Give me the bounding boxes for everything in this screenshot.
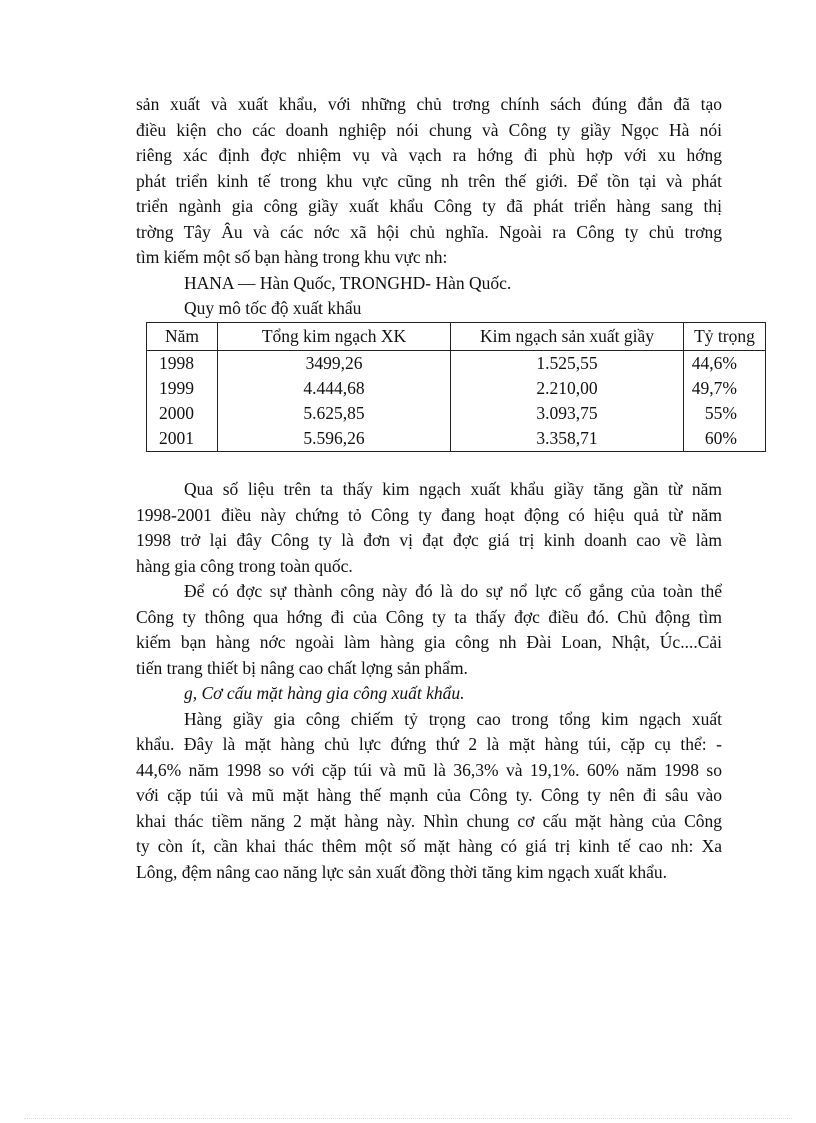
text-line: kiếm bạn hàng nớc ngoài làm hàng gia công nh Đài Loan, Nhật, Úc....Cải bbox=[136, 632, 722, 652]
table-row bbox=[147, 426, 766, 452]
header-year: Năm bbox=[147, 323, 218, 351]
cell-total: 3499,26 bbox=[218, 351, 451, 377]
text-line: 44,6% năm 1998 so với cặp túi và mũ là 36,3% và 19,1%. 60% năm 1998 so bbox=[136, 759, 722, 780]
text-line: triển ngành gia công giầy xuất khẩu Công ty đã phát triển hàng sang thị bbox=[136, 196, 722, 216]
section-heading: g, Cơ cấu mặt hàng gia công xuất khẩu. bbox=[184, 683, 465, 703]
paragraph-structure bbox=[136, 707, 722, 886]
cell-year: 2001 bbox=[147, 426, 218, 452]
text-line: Lông, đệm nâng cao năng lực sản xuất đồng thời tăng kim ngạch xuất khẩu. bbox=[136, 861, 667, 882]
table-row bbox=[147, 351, 766, 377]
cell-year: 1999 bbox=[147, 376, 218, 401]
header-shoe-export: Kim ngạch sản xuất giầy bbox=[451, 323, 684, 351]
cell-total: 5.596,26 bbox=[218, 426, 451, 452]
cell-shoe: 3.358,71 bbox=[451, 426, 684, 452]
text-line: riêng xác định đợc nhiệm vụ và vạch ra hớng đi phù hợp với xu hớng bbox=[136, 145, 722, 165]
text-line: 1998 trở lại đây Công ty là đơn vị đạt đợc giá trị kinh doanh cao về làm bbox=[136, 530, 722, 550]
analysis-section bbox=[136, 477, 722, 885]
cell-share: 60% bbox=[684, 426, 766, 452]
paragraph-growth bbox=[136, 477, 722, 579]
partners-line: HANA — Hàn Quốc, TRONGHD- Hàn Quốc. bbox=[184, 272, 512, 293]
text-line: điều kiện cho các doanh nghiệp nói chung và Công ty giầy Ngọc Hà nói bbox=[136, 119, 722, 140]
cell-year: 1998 bbox=[147, 351, 218, 377]
cell-shoe: 3.093,75 bbox=[451, 401, 684, 426]
table-row bbox=[147, 401, 766, 426]
intro-paragraph bbox=[136, 92, 722, 271]
text-line: 1998-2001 điều này chứng tỏ Công ty đang hoạt động có hiệu quả từ năm bbox=[136, 504, 722, 525]
text-line: phát triển kinh tế trong khu vực cũng nh trên thế giới. Để tồn tại và phát bbox=[136, 170, 722, 191]
header-share: Tỷ trọng bbox=[684, 323, 766, 351]
text-line: khẩu. Đây là mặt hàng chủ lực đứng thứ 2 là mặt hàng túi, cặp cụ thể: - bbox=[136, 734, 722, 754]
cell-share: 49,7% bbox=[684, 376, 766, 401]
cell-share: 44,6% bbox=[684, 351, 766, 377]
cell-total: 5.625,85 bbox=[218, 401, 451, 426]
text-line: với cặp túi và mũ mặt hàng thế mạnh của Công ty. Công ty nên đi sâu vào bbox=[136, 785, 722, 805]
text-line: tìm kiếm một số bạn hàng trong khu vực nh: bbox=[136, 247, 448, 267]
text-line: khai thác tiềm năng 2 mặt hàng này. Nhìn chung cơ cấu mặt hàng của Công bbox=[136, 810, 722, 831]
document-page bbox=[136, 92, 722, 322]
text-line: Hàng giầy gia công chiếm tỷ trọng cao trong tổng kim ngạch xuất bbox=[184, 708, 722, 729]
text-line: tiến trang thiết bị nâng cao chất lợng sản phẩm. bbox=[136, 657, 468, 678]
table-header-row bbox=[147, 323, 766, 351]
text-line: ty còn ít, cần khai thác thêm một số mặt hàng có giá trị kinh tế cao nh: Xa bbox=[136, 836, 722, 856]
cell-total: 4.444,68 bbox=[218, 376, 451, 401]
table-row bbox=[147, 376, 766, 401]
cell-shoe: 1.525,55 bbox=[451, 351, 684, 377]
text-line: trờng Tây Âu và các nớc xã hội chủ nghĩa. Ngoài ra Công ty chủ trơng bbox=[136, 221, 722, 242]
export-table bbox=[146, 322, 766, 452]
text-line: Để có đợc sự thành công này đó là do sự nổ lực cố gắng của toàn thể bbox=[184, 581, 722, 601]
text-line: Qua số liệu trên ta thấy kim ngạch xuất khẩu giầy tăng gần từ năm bbox=[184, 479, 722, 499]
table-caption: Quy mô tốc độ xuất khẩu bbox=[184, 298, 362, 318]
text-line: Công ty thông qua hớng đi của Công ty ta thấy đợc điều đó. Chủ động tìm bbox=[136, 606, 722, 627]
cell-shoe: 2.210,00 bbox=[451, 376, 684, 401]
paragraph-success bbox=[136, 579, 722, 681]
cell-year: 2000 bbox=[147, 401, 218, 426]
cell-share: 55% bbox=[684, 401, 766, 426]
header-total-export: Tổng kim ngạch XK bbox=[218, 323, 451, 351]
text-line: sản xuất và xuất khẩu, với những chủ trơng chính sách đúng đắn đã tạo bbox=[136, 94, 722, 114]
page-bottom-divider bbox=[24, 1118, 792, 1119]
text-line: hàng gia công trong toàn quốc. bbox=[136, 555, 353, 576]
